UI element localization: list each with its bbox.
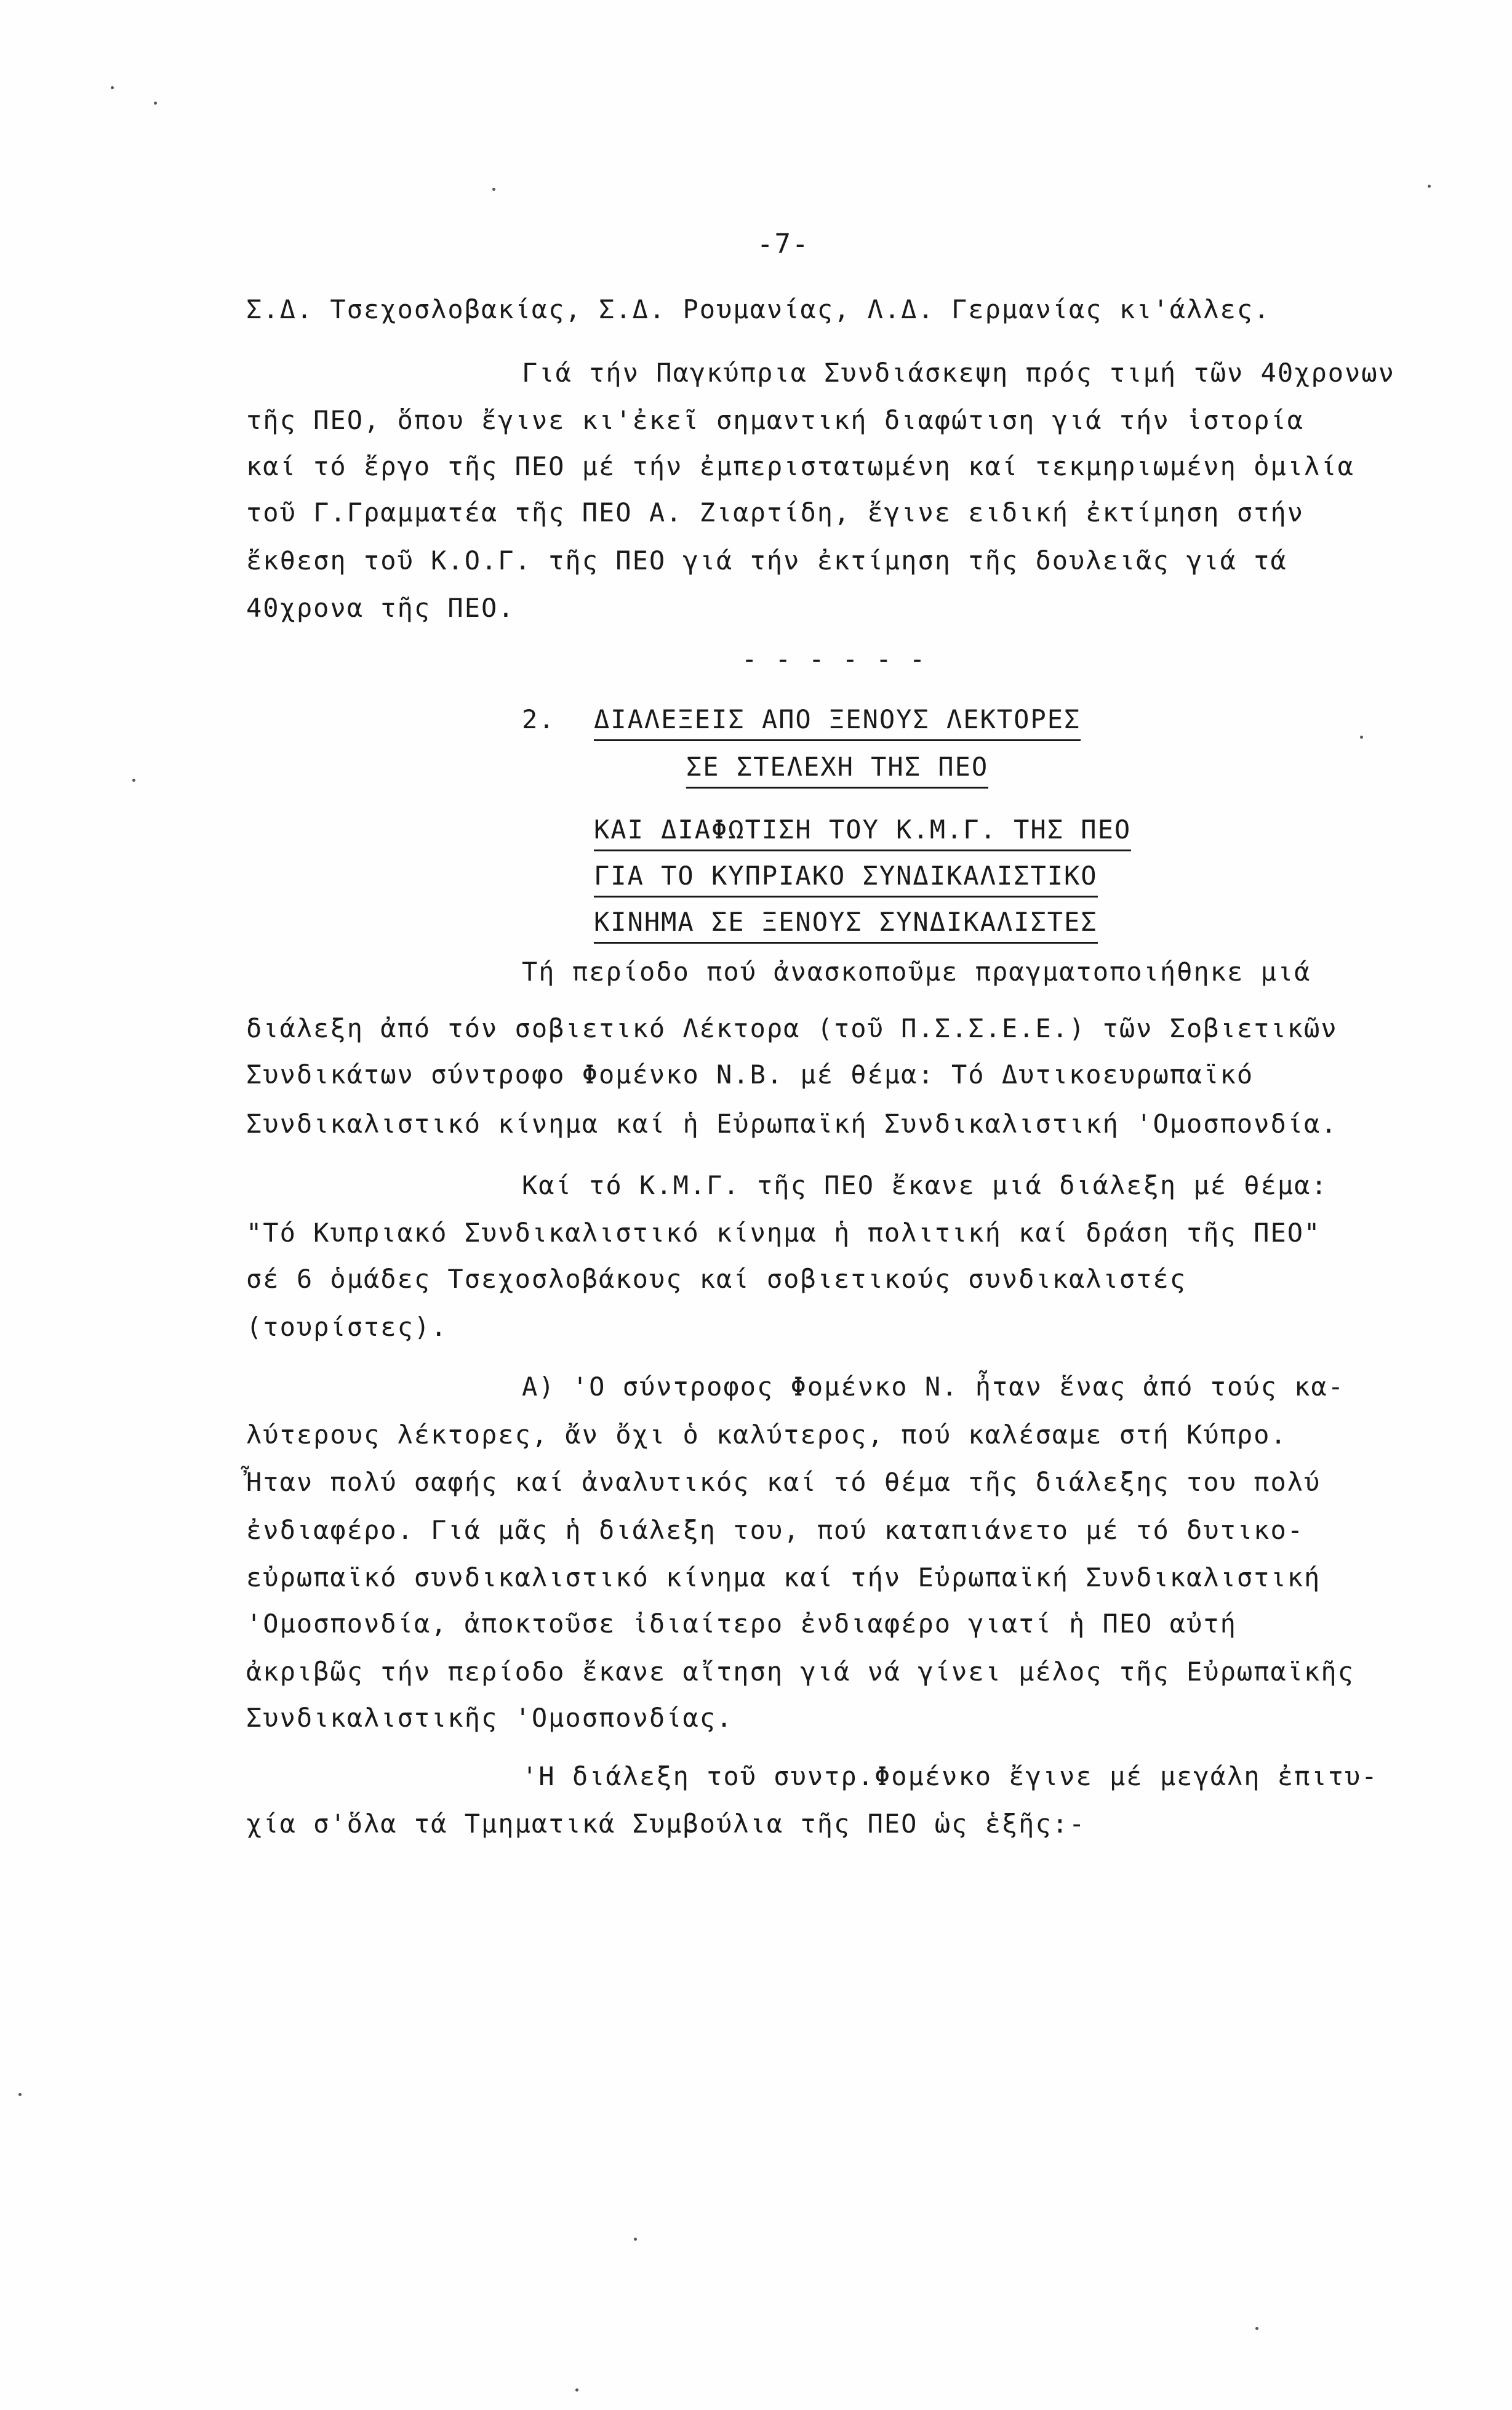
p3-line-6: 'Ομοσπονδία, ἀποκτοῦσε ἰδιαίτερο ἐνδιαφέρο γιατί ἡ ΠΕΟ αὐτή [246,1609,1237,1639]
p2-line-1: Καί τό Κ.Μ.Γ. τῆς ΠΕΟ ἔκανε μιά διάλεξη μέ θέμα: [522,1170,1328,1200]
p3-line-7: ἀκριβῶς τήν περίοδο ἔκανε αἴτηση γιά νά γίνει μέλος τῆς Εὐρωπαϊκῆς [246,1657,1354,1687]
heading-text-5: ΚΙΝΗΜΑ ΣΕ ΞΕΝΟΥΣ ΣΥΝΔΙΚΑΛΙΣΤΕΣ [594,907,1098,944]
intro-line-6: ἔκθεση τοῦ Κ.Ο.Γ. τῆς ΠΕΟ γιά τήν ἐκτίμηση τῆς δουλειᾶς γιά τά [246,545,1287,576]
section-heading-line-4 [594,863,1098,889]
section-heading-line-5 [594,909,1098,935]
intro-line-7: 40χρονα τῆς ΠΕΟ. [246,593,515,623]
p3-line-8: Συνδικαλιστικῆς 'Ομοσπονδίας. [246,1703,734,1733]
p3-line-4: ἐνδιαφέρο. Γιά μᾶς ἡ διάλεξη του, πού καταπιάνετο μέ τό δυτικο- [246,1515,1305,1545]
heading-text-2: ΣΕ ΣΤΕΛΕΧΗ ΤΗΣ ΠΕΟ [686,752,988,789]
p1-line-1: Τή περίοδο πού ἀνασκοποῦμε πραγματοποιήθηκε μιά [522,957,1311,987]
heading-text-3: ΚΑΙ ΔΙΑΦΩΤΙΣΗ ΤΟΥ Κ.Μ.Γ. ΤΗΣ ΠΕΟ [594,814,1131,851]
p2-line-3: σέ 6 ὁμάδες Τσεχοσλοβάκους καί σοβιετικούς συνδικαλιστές [246,1264,1187,1294]
p2-line-4: (τουρίστες). [246,1312,448,1342]
section-heading-line-1 [594,704,1081,734]
intro-line-5: τοῦ Γ.Γραμματέα τῆς ΠΕΟ Α. Ζιαρτίδη, ἔγινε ειδική ἐκτίμηση στήν [246,497,1305,528]
section-heading-line-2 [686,754,988,780]
heading-text-4: ΓΙΑ ΤΟ ΚΥΠΡΙΑΚΟ ΣΥΝΔΙΚΑΛΙΣΤΙΚΟ [594,861,1098,898]
scan-speck [1428,185,1431,188]
scan-speck [111,86,114,89]
scan-speck [132,779,135,782]
p1-line-4: Συνδικαλιστικό κίνημα καί ἡ Εὐρωπαϊκή Συνδικαλιστική 'Ομοσπονδία. [246,1109,1338,1139]
heading-text-1: ΔΙΑΛΕΞΕΙΣ ΑΠΟ ΞΕΝΟΥΣ ΛΕΚΤΟΡΕΣ [594,704,1081,741]
p3-line-3: Ἦταν πολύ σαφής καί ἀναλυτικός καί τό θέμα τῆς διάλεξης του πολύ [246,1467,1321,1497]
p3-line-1: Α) 'Ο σύντροφος Φομένκο Ν. ἦταν ἕνας ἀπό τούς κα- [522,1372,1345,1402]
p4-line-2: χία σ'ὅλα τά Τμηματικά Συμβούλια τῆς ΠΕΟ ὡς ἑξῆς:- [246,1809,1086,1839]
scan-speck [492,188,495,191]
p1-line-3: Συνδικάτων σύντροφο Φομένκο Ν.Β. μέ θέμα: Τό Δυτικοευρωπαϊκό [246,1059,1254,1090]
page-number: -7- [757,228,810,260]
section-number: 2. [522,704,556,734]
scan-speck [1255,2327,1258,2330]
p3-line-5: εὐρωπαϊκό συνδικαλιστικό κίνημα καί τήν Εὐρωπαϊκή Συνδικαλιστική [246,1562,1321,1593]
scan-speck [154,102,157,105]
p2-line-2: "Τό Κυπριακό Συνδικαλιστικό κίνημα ἡ πολιτική καί δράση τῆς ΠΕΟ" [246,1218,1321,1248]
intro-line-1: Σ.Δ. Τσεχοσλοβακίας, Σ.Δ. Ρουμανίας, Λ.Δ. Γερμανίας κι'άλλες. [246,294,1271,324]
intro-line-3: τῆς ΠΕΟ, ὅπου ἔγινε κι'ἐκεῖ σημαντική διαφώτιση γιά τήν ἱστορία [246,405,1305,435]
scan-speck [18,2093,22,2096]
p4-line-1: 'Η διάλεξη τοῦ συντρ.Φομένκο ἔγινε μέ μεγάλη ἐπιτυ- [522,1761,1378,1791]
section-heading-line-3 [594,814,1132,845]
separator: - - - - - - [742,644,927,674]
p1-line-2: διάλεξη ἀπό τόν σοβιετικό Λέκτορα (τοῦ Π.Σ.Σ.Ε.Ε.) τῶν Σοβιετικῶν [246,1013,1338,1043]
scan-speck [634,2238,637,2241]
intro-line-4: καί τό ἔργο τῆς ΠΕΟ μέ τήν ἐμπεριστατωμένη καί τεκμηριωμένη ὁμιλία [246,451,1354,481]
intro-line-2: Γιά τήν Παγκύπρια Συνδιάσκεψη πρός τιμή τῶν 40χρονων [522,358,1395,388]
scan-speck [575,2388,578,2392]
p3-line-2: λύτερους λέκτορες, ἄν ὄχι ὁ καλύτερος, πού καλέσαμε στή Κύπρο. [246,1420,1287,1450]
scan-speck [1360,736,1363,739]
